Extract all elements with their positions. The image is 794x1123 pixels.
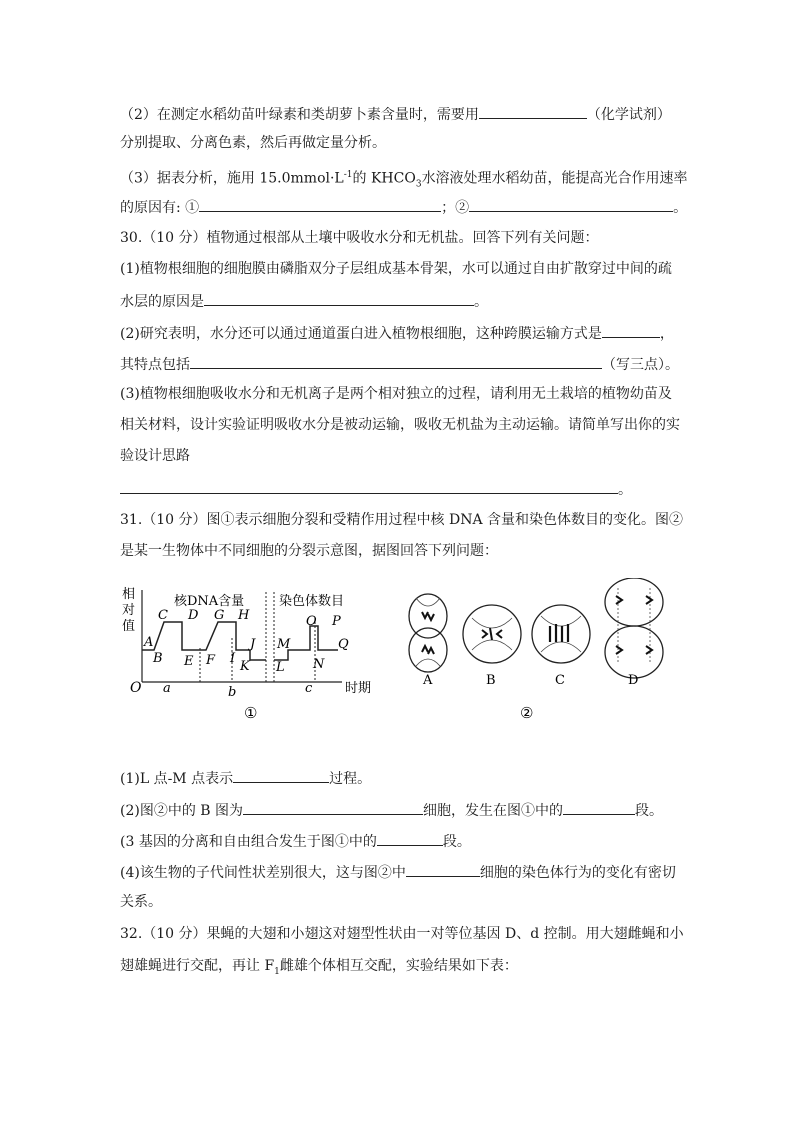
legend-dna: 核DNA含量 — [174, 594, 245, 609]
point-label: L — [276, 660, 285, 675]
q31-part4-end: 关系。 — [120, 894, 162, 910]
answer-blank[interactable] — [204, 290, 474, 306]
q30-part3-text: (3)植物根细胞吸收水分和无机离子是两个相对独立的过程，请利用无土栽培的植物幼苗及 — [120, 386, 672, 402]
q31-part2 — [120, 799, 663, 821]
x-axis-label: 时期 — [345, 681, 372, 696]
q31-figures — [110, 578, 690, 728]
q32-title-line2 — [120, 956, 518, 982]
q31-title-line2 — [120, 541, 498, 561]
q30-part1-line2 — [120, 290, 488, 312]
q31-part2-text: (2)图②中的 B 图为 — [120, 803, 244, 819]
q32-title-cont: 翅雄蝇进行交配，再让 F — [120, 958, 275, 974]
cell-a — [409, 594, 447, 688]
point-label: O — [306, 614, 317, 629]
q29-part2-hint: （化学试剂） — [586, 107, 671, 123]
period: 。 — [474, 294, 488, 310]
q29-part3-reason1: 的原因有: ① — [120, 200, 200, 216]
q31-part2-cont: 细胞，发生在图①中的 — [423, 803, 564, 819]
cell-label: B — [486, 673, 496, 688]
stage-label: c — [305, 681, 313, 696]
chem-subscript: 3 — [415, 179, 422, 190]
answer-blank[interactable] — [243, 799, 423, 815]
q29-part2-line1 — [120, 103, 671, 125]
point-label: I — [230, 651, 236, 666]
q30-part3-line4 — [120, 478, 632, 500]
q31-part4-line1 — [120, 861, 676, 883]
figure1-graph — [122, 586, 371, 722]
q31-part3-cont: 段。 — [442, 834, 471, 850]
answer-blank[interactable] — [469, 196, 673, 212]
figures-svg — [110, 578, 690, 728]
answer-blank[interactable] — [233, 767, 329, 783]
answer-blank[interactable] — [190, 353, 602, 369]
q30-part2-cont: 其特点包括 — [120, 357, 190, 373]
cell-b — [463, 605, 521, 688]
q31-part1-text: (1)L 点-M 点表示 — [120, 771, 234, 787]
q29-part3-text: （3）据表分析，施用 15.0mmol·L — [120, 170, 344, 187]
q30-part2-text: (2)研究表明，水分还可以通过通道蛋白进入植物根细胞，这种跨膜运输方式是 — [120, 326, 602, 342]
q32-title-end: 雌雄个体相互交配，实验结果如下表： — [279, 958, 518, 974]
q30-part2-line1 — [120, 322, 674, 344]
q29-part2-line2 — [120, 133, 386, 153]
q30-title — [120, 228, 599, 248]
y-label-char: 相 — [122, 587, 136, 602]
q31-title-line1 — [120, 510, 683, 530]
answer-blank[interactable] — [199, 196, 441, 212]
q29-part3-reason2: ；② — [441, 200, 470, 216]
period: 。 — [673, 200, 688, 216]
point-label: A — [144, 635, 154, 650]
answer-blank[interactable] — [120, 478, 618, 494]
point-label: C — [158, 608, 168, 623]
q29-part3-line2 — [120, 196, 687, 218]
q30-part1-cont: 水层的原因是 — [120, 294, 204, 310]
q32-title-line1 — [120, 924, 684, 944]
y-label-char: 对 — [122, 603, 136, 618]
q29-part3-line1 — [120, 165, 688, 194]
comma: ， — [659, 326, 674, 342]
q31-part4-cont: 细胞的染色体行为的变化有密切 — [479, 865, 676, 881]
q31-part1 — [120, 767, 371, 789]
origin-label: O — [130, 680, 142, 696]
cell-label: D — [628, 673, 639, 688]
q30-part3-line3 — [120, 446, 190, 466]
q31-title-text: 31.（10 分）图①表示细胞分裂和受精作用过程中核 DNA 含量和染色体数目的变化。图② — [120, 512, 684, 528]
q31-part4-line2 — [120, 892, 162, 912]
stage-label: b — [228, 685, 237, 700]
point-label: P — [332, 614, 341, 629]
point-label: D — [188, 608, 199, 623]
point-label: N — [313, 657, 325, 672]
generation-subscript: 1 — [274, 966, 280, 977]
figure2-cells — [409, 578, 663, 722]
q31-title-cont: 是某一生物体中不同细胞的分裂示意图，据图回答下列问题： — [120, 543, 498, 559]
figure2-caption: ② — [520, 704, 534, 722]
point-label: B — [153, 651, 163, 666]
q29-part2-text: （2）在测定水稻幼苗叶绿素和类胡萝卜素含量时，需要用 — [120, 107, 479, 123]
point-label: H — [238, 608, 250, 623]
cell-label: C — [555, 673, 565, 688]
q30-part3-line2 — [120, 415, 680, 435]
q30-part1-line1 — [120, 259, 672, 279]
answer-blank[interactable] — [563, 799, 635, 815]
q31-part3-text: (3 基因的分离和自由组合发生于图①中的 — [120, 834, 377, 850]
point-label: G — [214, 608, 225, 623]
answer-blank[interactable] — [602, 322, 660, 338]
q32-title-text: 32.（10 分）果蝇的大翅和小翅这对翅型性状由一对等位基因 D、d 控制。用大翅雌蝇和小 — [120, 926, 684, 942]
q29-part2-cont: 分别提取、分离色素，然后再做定量分析。 — [120, 135, 386, 151]
q30-part3-line1 — [120, 384, 672, 404]
q30-part2-line2 — [120, 353, 679, 375]
q30-part3-cont2: 验设计思路 — [120, 448, 190, 464]
q30-title-text: 30.（10 分）植物通过根部从土壤中吸收水分和无机盐。回答下列有关问题： — [120, 230, 599, 246]
stage-label: a — [163, 681, 171, 696]
point-label: F — [206, 653, 216, 668]
point-label: Q — [338, 637, 349, 652]
answer-blank[interactable] — [406, 861, 480, 877]
period: 。 — [618, 482, 632, 498]
point-label: K — [240, 659, 250, 674]
q30-part1-text: (1)植物根细胞的细胞膜由磷脂双分子层组成基本骨架，水可以通过自由扩散穿过中间的疏 — [120, 261, 672, 277]
cell-d — [605, 578, 663, 688]
q30-part2-hint: （写三点）。 — [602, 357, 679, 373]
q31-part1-cont: 过程。 — [329, 771, 372, 787]
q31-part4-text: (4)该生物的子代间性状差别很大，这与图②中 — [120, 865, 406, 881]
point-label: M — [277, 637, 291, 652]
q29-part3-chem: 的 KHCO — [352, 170, 416, 187]
q31-part3 — [120, 830, 471, 852]
legend-chromosome: 染色体数目 — [279, 594, 345, 609]
y-label-char: 值 — [122, 619, 136, 634]
figure1-caption: ① — [244, 704, 258, 722]
q30-part3-cont: 相关材料，设计实验证明吸收水分是被动运输，吸收无机盐为主动运输。请简单写出你的实 — [120, 417, 680, 433]
q31-part2-end: 段。 — [635, 803, 664, 819]
cell-c — [532, 605, 590, 688]
q29-part3-cont: 水溶液处理水稻幼苗，能提高光合作用速率 — [421, 170, 688, 187]
cell-label: A — [423, 673, 433, 688]
point-label: E — [184, 654, 194, 669]
point-label: J — [250, 637, 256, 652]
answer-blank[interactable] — [479, 103, 587, 119]
answer-blank[interactable] — [377, 830, 443, 846]
unit-superscript: -1 — [343, 170, 353, 180]
